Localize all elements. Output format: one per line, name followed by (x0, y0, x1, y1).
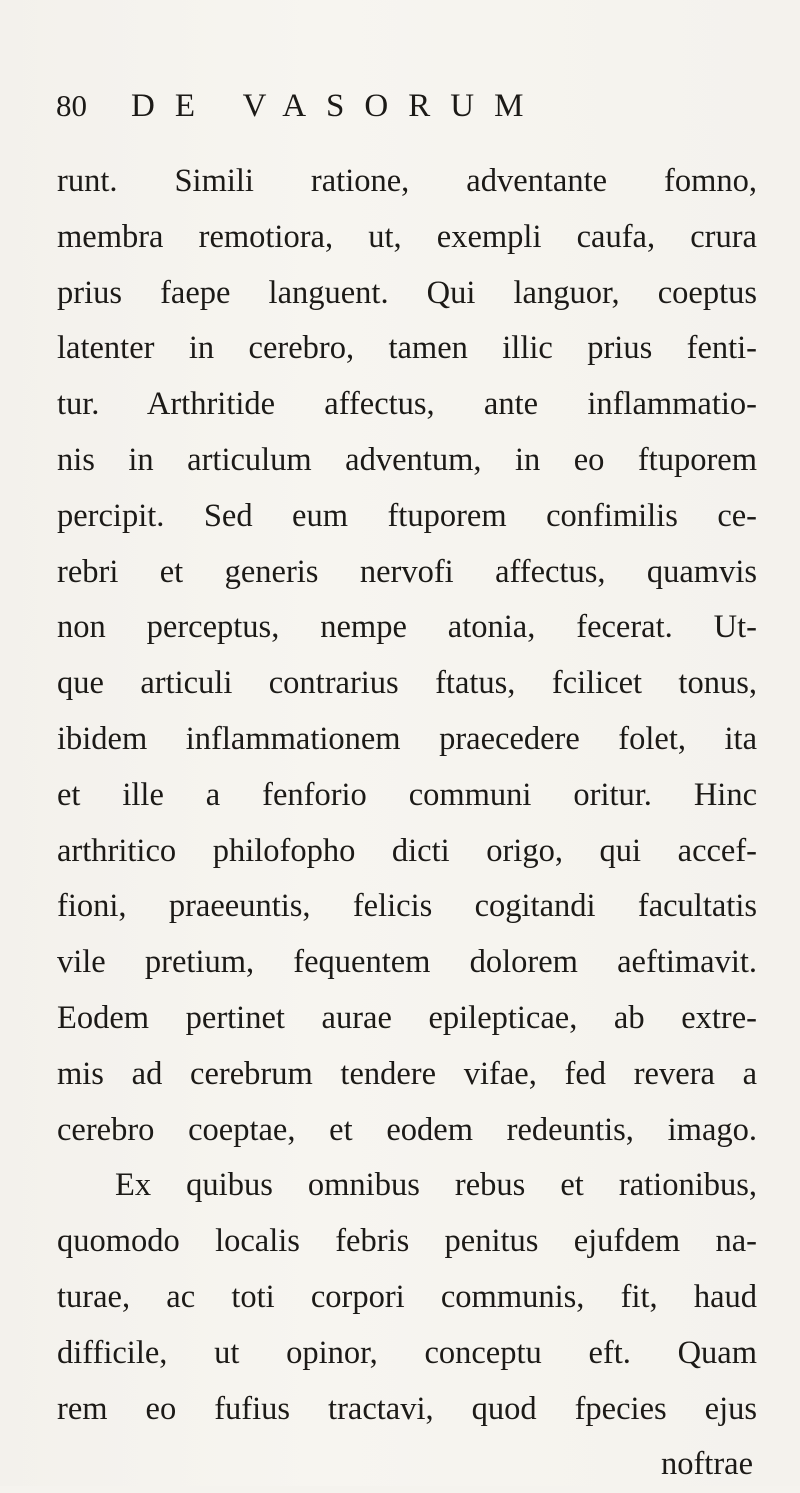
text-line: membra remotiora, ut, exempli caufa, crura (57, 218, 757, 255)
running-title: DE VASORUM (131, 88, 544, 124)
body-text (57, 154, 757, 1493)
text-line: non perceptus, nempe atonia, fecerat. Ut- (57, 609, 757, 646)
text-line: mis ad cerebrum tendere vifae, fed revera a (57, 1055, 757, 1092)
text-line: que articuli contrarius ftatus, fcilicet tonus, (57, 665, 757, 702)
text-line: vile pretium, fequentem dolorem aeftimavit. (57, 944, 757, 981)
page-number: 80 (56, 88, 87, 123)
text-line: ibidem inflammationem praecedere folet, ita (57, 720, 757, 757)
text-line: difficile, ut opinor, conceptu eft. Quam (57, 1334, 757, 1371)
text-line: et ille a fenforio communi oritur. Hinc (57, 776, 757, 813)
text-line: runt. Simili ratione, adventante fomno, (57, 163, 757, 199)
text-line: prius faepe languent. Qui languor, coeptus (57, 274, 757, 311)
catchword: noftrae (660, 1446, 753, 1483)
text-line: rebri et generis nervofi affectus, quamvis (57, 553, 757, 590)
text-line: turae, ac toti corpori communis, fit, haud (57, 1278, 757, 1315)
text-line: rem eo fufius tractavi, quod fpecies ejus (57, 1390, 757, 1427)
text-line: latenter in cerebro, tamen illic prius fenti- (57, 330, 757, 367)
text-line: quomodo localis febris penitus ejufdem na- (57, 1223, 757, 1260)
text-line: nis in articulum adventum, in eo ftuporem (57, 441, 757, 478)
text-line: percipit. Sed eum ftuporem confimilis ce- (57, 497, 757, 534)
text-line: fioni, praeeuntis, felicis cogitandi facultatis (57, 888, 757, 925)
text-line: Eodem pertinet aurae epilepticae, ab extre- (57, 999, 757, 1036)
text-line: arthritico philofopho dicti origo, qui accef- (57, 832, 757, 869)
text-line: tur. Arthritide affectus, ante inflammatio- (57, 386, 757, 423)
paragraph-start-line: Ex quibus omnibus rebus et rationibus, (115, 1167, 757, 1204)
page-header (0, 76, 800, 136)
text-line: cerebro coeptae, et eodem redeuntis, imago. (57, 1111, 757, 1148)
